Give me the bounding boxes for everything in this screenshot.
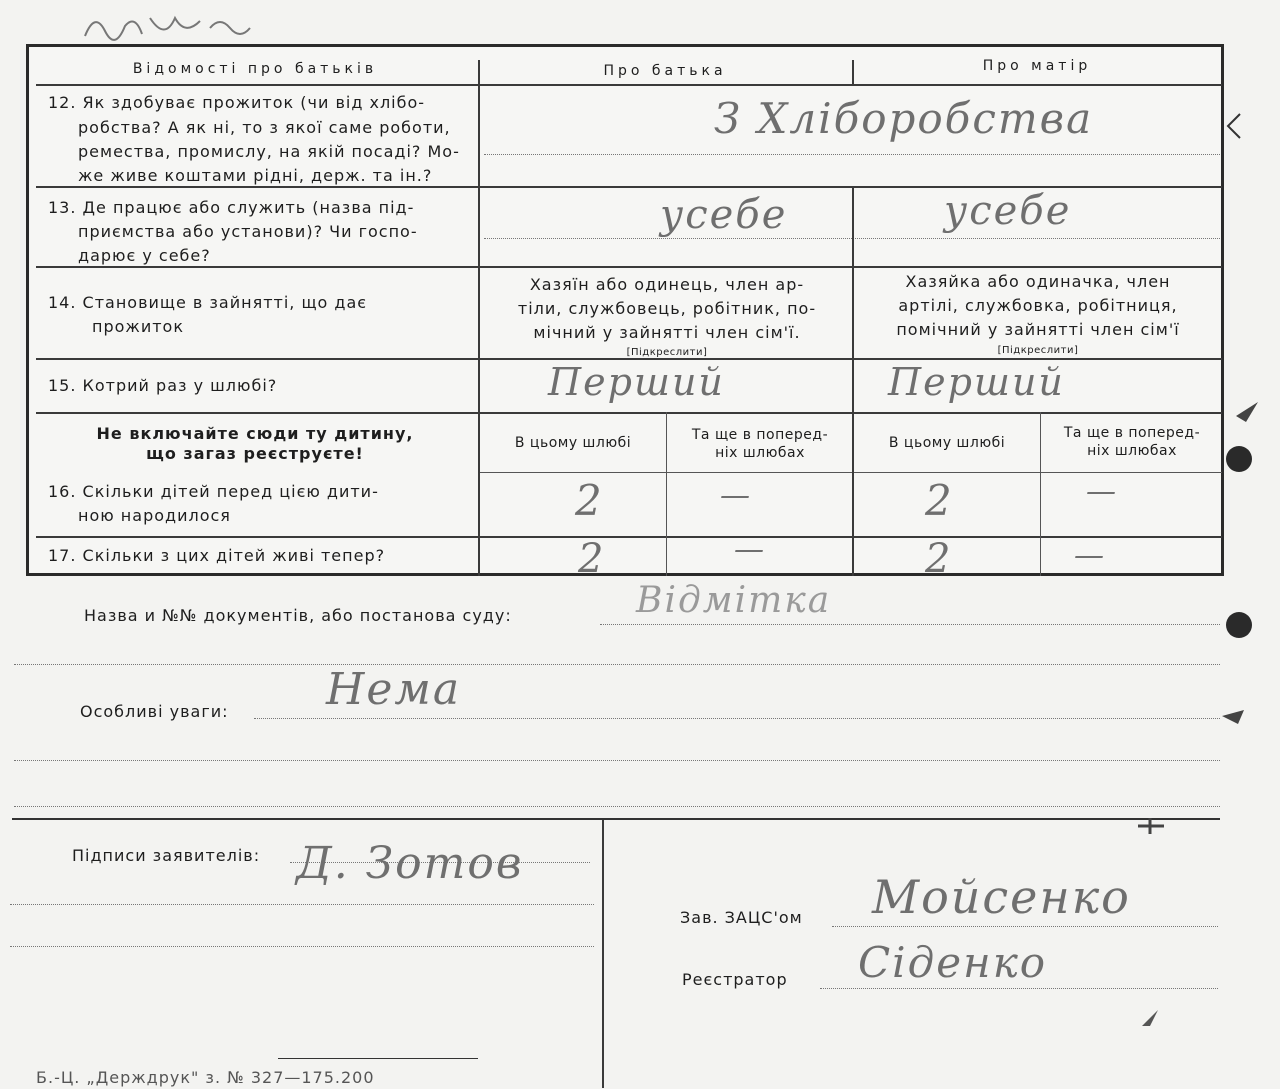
q12-line2: робства? А як ні, то з якої саме роботи, <box>78 118 451 137</box>
top-handwriting-scribble <box>80 6 280 46</box>
margin-mark <box>1222 112 1244 142</box>
q15-mother-answer: Перший <box>888 360 1065 404</box>
signatures-value: Д. Зотов <box>296 838 524 889</box>
remarks-line-3 <box>14 806 1220 807</box>
head-line <box>832 926 1218 927</box>
q16-mother-prev: — <box>1086 474 1118 509</box>
q12-line3: ремества, промислу, на якій посаді? Мо- <box>78 142 460 161</box>
q16-line1: 16. Скільки дітей перед цією дити- <box>48 482 379 501</box>
signatures-top-rule <box>12 818 1220 820</box>
header-parents-info: Відомості про батьків <box>132 61 378 77</box>
table-rule <box>36 412 1222 414</box>
q13-mother-answer: усебе <box>944 188 1072 234</box>
q12-line1: 12. Як здобуває прожиток (чи від хлібо- <box>48 93 426 112</box>
q17-text: 17. Скільки з цих дітей живі тепер? <box>48 546 386 565</box>
exclusion-note-line2: що загаз реєструєте! <box>146 444 364 463</box>
documents-label: Назва и №№ документів, або постанова суду: <box>84 606 512 625</box>
q16-father-this: 2 <box>575 476 604 525</box>
binder-hole <box>1226 612 1252 638</box>
printer-imprint: Б.-Ц. „Держдрук" з. № 327—175.200 <box>36 1068 375 1087</box>
header-father: Про батька <box>603 63 727 79</box>
q14-mother-options-line3: помічний у зайнятті член сім'ї <box>896 320 1180 339</box>
q17-father-prev: — <box>734 532 766 567</box>
q17-mother-this: 2 <box>925 536 953 582</box>
head-label: Зав. ЗАЦС'ом <box>680 908 803 927</box>
documents-value: Відмітка <box>636 580 832 621</box>
answer-line <box>484 154 1220 155</box>
q16-line2: ною народилося <box>78 506 231 525</box>
signatures-divider <box>602 820 604 1088</box>
head-signature: Мойсенко <box>872 870 1131 924</box>
q14-father-note: [Підкреслити] <box>626 347 708 358</box>
q15-text: 15. Котрий раз у шлюбі? <box>48 376 278 395</box>
documents-line-2 <box>14 664 1220 665</box>
signatures-line-3 <box>10 946 594 947</box>
father-prev-marriages-header-2: ніх шлюбах <box>715 445 805 461</box>
documents-line <box>600 624 1220 625</box>
q13-line3: дарює у себе? <box>78 246 211 265</box>
table-rule <box>36 84 1222 86</box>
margin-mark <box>1218 700 1248 730</box>
q14-line1: 14. Становище в зайнятті, що дає <box>48 293 368 312</box>
registrar-line <box>820 988 1218 989</box>
exclusion-note-line1: Не включайте сюди ту дитину, <box>96 424 414 443</box>
table-rule <box>36 266 1222 268</box>
q14-mother-options-line2: артілі, службовка, робітниця, <box>898 296 1178 315</box>
binder-hole <box>1226 446 1252 472</box>
q15-father-answer: Перший <box>548 360 725 404</box>
father-prev-marriages-header-1: Та ще в поперед- <box>691 427 829 443</box>
q17-mother-prev: — <box>1074 538 1106 573</box>
column-divider <box>1040 412 1041 576</box>
q17-father-this: 2 <box>578 536 606 582</box>
column-divider <box>852 186 854 576</box>
q13-line2: приємства або установи)? Чи госпо- <box>78 222 418 241</box>
margin-mark <box>1138 1006 1162 1030</box>
margin-mark <box>1136 814 1166 838</box>
q12-line4: же живе коштами рідні, держ. та ін.? <box>78 166 433 185</box>
column-divider <box>478 60 480 576</box>
father-this-marriage-header: В цьому шлюбі <box>514 435 632 451</box>
q14-father-options-line3: мічний у зайнятті член сім'ї. <box>533 323 801 342</box>
remarks-label: Особливі уваги: <box>80 702 229 721</box>
q14-mother-options-line1: Хазяйка або одиначка, член <box>905 272 1171 291</box>
remarks-line-2 <box>14 760 1220 761</box>
signatures-label: Підписи заявителів: <box>72 846 261 865</box>
remarks-value: Нема <box>326 664 462 715</box>
registrar-signature: Сіденко <box>858 938 1048 987</box>
q16-father-prev: — <box>720 478 752 513</box>
margin-mark <box>1232 396 1262 426</box>
q16-mother-this: 2 <box>925 476 954 525</box>
q13-father-answer: усебе <box>660 192 788 238</box>
q14-mother-note: [Підкреслити] <box>997 345 1079 356</box>
table-rule <box>36 536 1222 538</box>
q14-line2: прожиток <box>92 317 184 336</box>
imprint-rule <box>278 1058 478 1059</box>
mother-prev-marriages-header-2: ніх шлюбах <box>1087 443 1177 459</box>
mother-prev-marriages-header-1: Та ще в поперед- <box>1063 425 1201 441</box>
q14-father-options-line2: тіли, службовець, робітник, по- <box>517 299 817 318</box>
header-mother: Про матір <box>982 58 1092 74</box>
q12-answer: З Хліборобства <box>714 94 1094 143</box>
q13-line1: 13. Де працює або служить (назва під- <box>48 198 415 217</box>
column-divider <box>666 412 667 576</box>
signatures-line-2 <box>10 904 594 905</box>
table-rule <box>478 472 1222 473</box>
q14-father-options-line1: Хазяїн або одинець, член ар- <box>529 275 805 294</box>
registrar-label: Реєстратор <box>682 970 788 989</box>
mother-this-marriage-header: В цьому шлюбі <box>888 435 1006 451</box>
remarks-line <box>254 718 1220 719</box>
